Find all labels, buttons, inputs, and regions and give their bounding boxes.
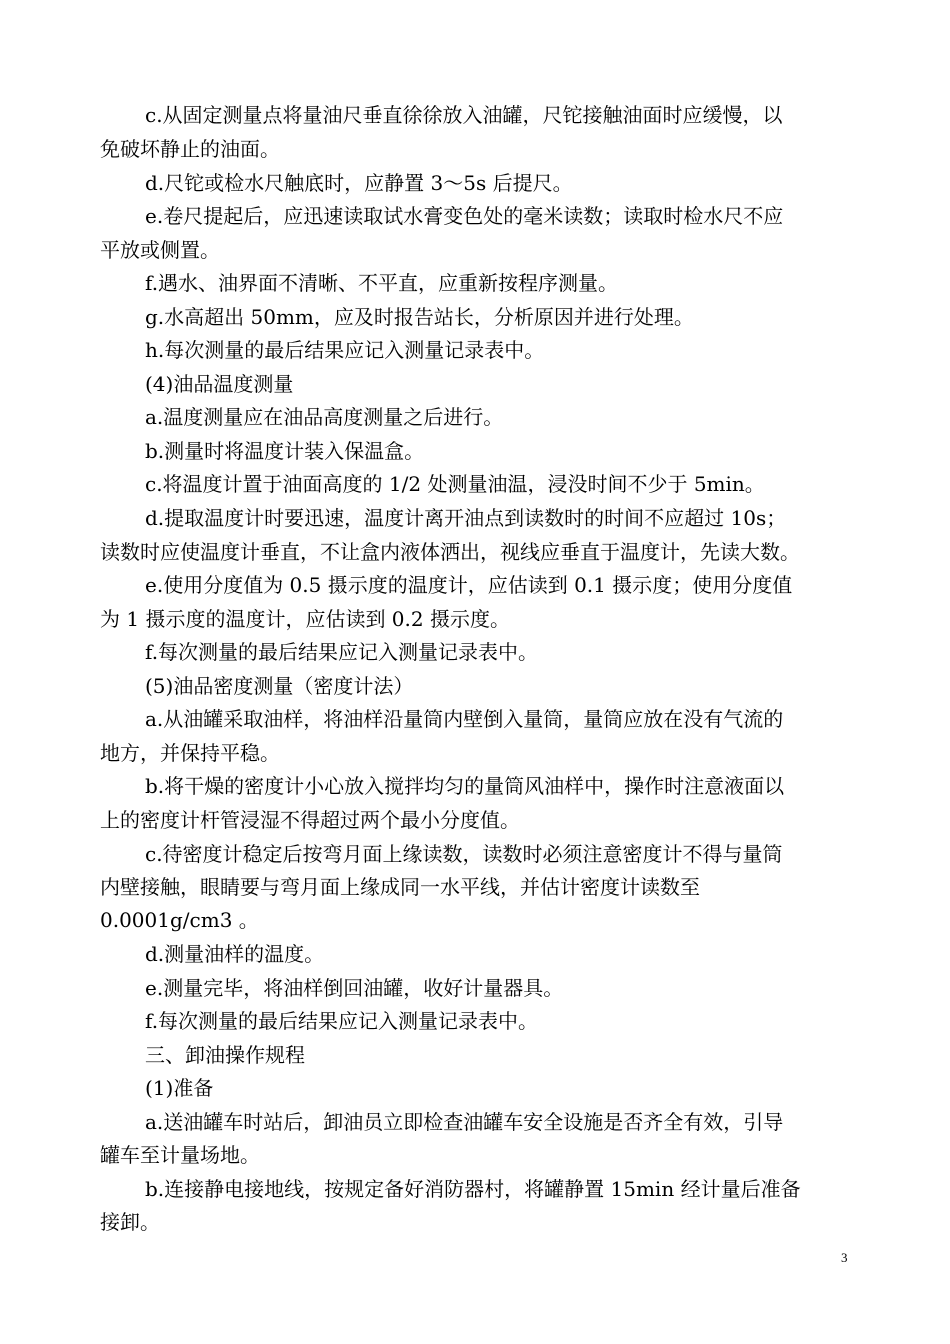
text-line: d.测量油样的温度。 [145,942,325,966]
text-line: c.将温度计置于油面高度的 1/2 处测量油温，浸没时间不少于 5min。 [145,472,765,496]
text-line: 上的密度计杆管浸湿不得超过两个最小分度值。 [100,808,520,832]
text-line: b.将干燥的密度计小心放入搅拌均匀的量筒风油样中，操作时注意液面以 [145,774,785,798]
text-line: b.测量时将温度计装入保温盒。 [145,439,425,463]
text-line: e.使用分度值为 0.5 摄示度的温度计，应估读到 0.1 摄示度；使用分度值 [145,573,793,597]
text-line: e.测量完毕，将油样倒回油罐，收好计量器具。 [145,976,564,1000]
text-line: a.送油罐车时站后，卸油员立即检查油罐车安全设施是否齐全有效，引导 [145,1110,784,1134]
text-line: f.遇水、油界面不清晰、不平直，应重新按程序测量。 [145,271,619,295]
text-line: a.从油罐采取油样，将油样沿量筒内壁倒入量筒，量筒应放在没有气流的 [145,707,784,731]
text-line: 免破坏静止的油面。 [100,137,280,161]
text-line: f.每次测量的最后结果应记入测量记录表中。 [145,640,539,664]
text-line: f.每次测量的最后结果应记入测量记录表中。 [145,1009,539,1033]
section-heading: (4)油品温度测量 [145,372,294,396]
section-heading: (5)油品密度测量（密度计法） [145,674,414,698]
text-line: 为 1 摄示度的温度计，应估读到 0.2 摄示度。 [100,607,510,631]
text-line: d.尺铊或检水尺触底时，应静置 3～5s 后提尺。 [145,171,573,195]
section-heading: (1)准备 [145,1076,214,1100]
text-line: g.水高超出 50mm，应及时报告站长，分析原因并进行处理。 [145,305,694,329]
text-line: d.提取温度计时要迅速，温度计离开油点到读数时的时间不应超过 10s； [145,506,787,530]
text-line: c.待密度计稳定后按弯月面上缘读数，读数时必须注意密度计不得与量筒 [145,842,783,866]
text-line: 罐车至计量场地。 [100,1143,260,1167]
text-line: 读数时应使温度计垂直，不让盒内液体洒出，视线应垂直于温度计，先读大数。 [100,540,800,564]
text-line: e.卷尺提起后，应迅速读取试水膏变色处的毫米读数；读取时检水尺不应 [145,204,784,228]
text-line: c.从固定测量点将量油尺垂直徐徐放入油罐，尺铊接触油面时应缓慢，以 [145,103,783,127]
text-line: 平放或侧置。 [100,238,220,262]
text-line: 0.0001g/cm3 。 [100,908,259,932]
text-line: 地方，并保持平稳。 [100,741,280,765]
text-line: a.温度测量应在油品高度测量之后进行。 [145,405,504,429]
text-line: 内壁接触，眼睛要与弯月面上缘成同一水平线，并估计密度计读数至 [100,875,700,899]
text-line: h.每次测量的最后结果应记入测量记录表中。 [145,338,545,362]
text-line: 接卸。 [100,1210,160,1234]
page-number: 3 [841,1250,848,1265]
section-heading: 三、卸油操作规程 [145,1043,305,1067]
text-line: b.连接静电接地线，按规定备好消防器村，将罐静置 15min 经计量后准备 [145,1177,801,1201]
